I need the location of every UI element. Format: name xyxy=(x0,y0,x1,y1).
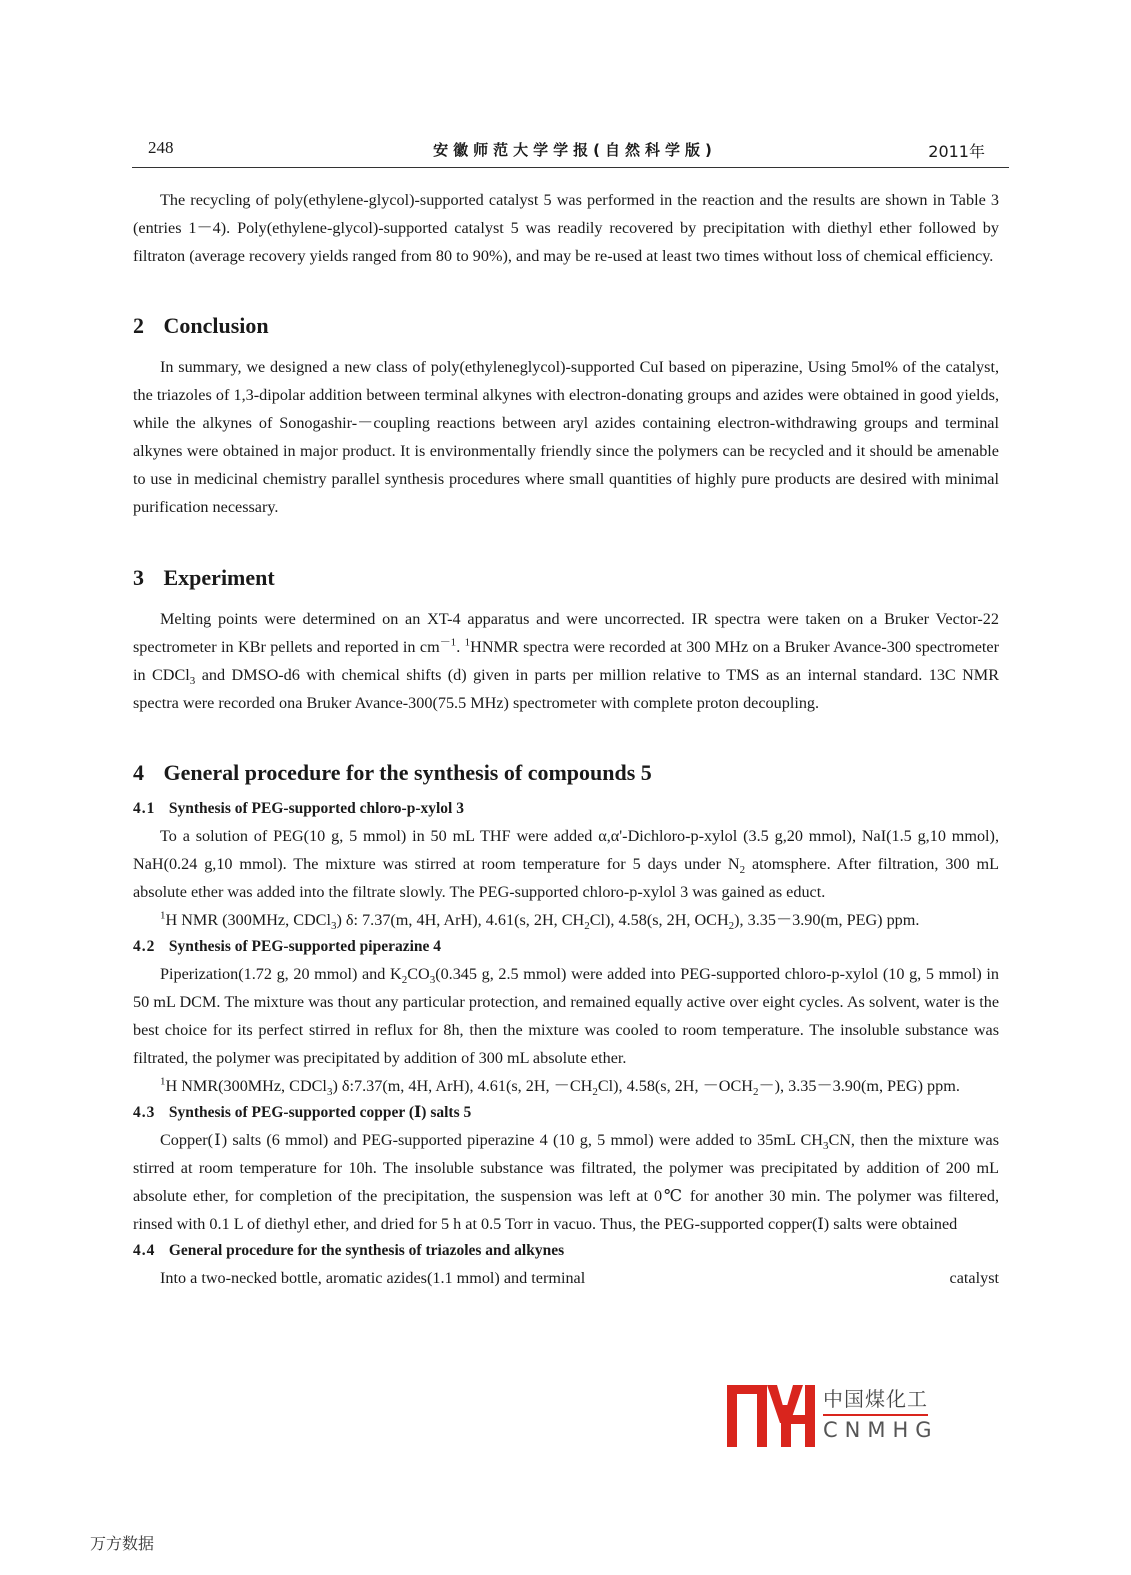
text-run: CN, then the mixture was stirred at room temperature for 10h. The insoluble substance was filtrated, the polymer was precipitated by addition of 200 mL absolute ether, for completion of the precipitation, the suspension was left at 0℃ for another 30 min. The polymer was filtered, rinsed with 0.1 L of diethyl ether, and dried for 5 h at 0.5 Torr in vacuo. Thus, the PEG-supported copper(Ⅰ) salts were obtained xyxy=(133,1131,999,1233)
subscript: 3 xyxy=(326,1086,333,1099)
subscript: 3 xyxy=(189,675,196,688)
section-number: 2 xyxy=(133,313,144,338)
section-heading-conclusion xyxy=(133,311,999,341)
text-run: Melting points were determined on an XT-4 apparatus and were uncorrected. IR spectra were taken on a Bruker Vector-22 spectrometer in KBr pellets and reported in cm xyxy=(133,610,999,656)
text-run: atomsphere. After filtration, 300 mL absolute ether was added into the filtrate slowly. The PEG-supported chloro-p-xylol 3 was gained as educt. xyxy=(133,855,999,901)
section-conclusion xyxy=(133,311,999,521)
watermark-logo xyxy=(727,1385,967,1455)
subsection-number: 4.3 xyxy=(133,1104,156,1121)
section-heading-general-procedure xyxy=(133,758,999,788)
superscript: －1 xyxy=(439,636,457,649)
subsection-number: 4.4 xyxy=(133,1242,156,1259)
footer-source: 万方数据 xyxy=(90,1534,155,1553)
subscript: 2 xyxy=(728,920,735,933)
section-number: 3 xyxy=(133,565,144,590)
text-run: HNMR spectra were recorded at 300 MHz on a Bruker Avance-300 spectrometer in CDCl xyxy=(133,638,999,684)
subsection-4-3-paragraph xyxy=(133,1126,999,1238)
subsection-4-2-nmr xyxy=(133,1072,999,1100)
text-run: and DMSO-d6 with chemical shifts (d) given in parts per million relative to TMS as an internal standard. 13C NMR spectra were recorded ona Bruker Avance-300(75.5 MHz) spectrometer with complete proton decoupling. xyxy=(133,666,1000,712)
subscript: 2 xyxy=(752,1086,759,1099)
subscript: 2 xyxy=(401,974,408,987)
intro-paragraph: The recycling of poly(ethylene-glycol)-supported catalyst 5 was performed in the reaction and the results are shown in Table 3 (entries 1－4). Poly(ethylene-glycol)-supported catalyst 5 was readily recovered by precipitation with diethyl ether followed by filtraton (average recovery yields ranged from 80 to 90%), and may be re-used at least two times without loss of chemical efficiency. xyxy=(133,191,999,265)
journal-year: 2011年 xyxy=(928,142,985,161)
subsection-heading-4-4 xyxy=(133,1238,999,1264)
subsection-4-4-paragraph xyxy=(133,1264,999,1292)
subsection-heading-4-3 xyxy=(133,1100,999,1126)
subsection-title: General procedure for the synthesis of triazoles and alkynes xyxy=(168,1242,565,1259)
subscript: 3 xyxy=(822,1140,829,1153)
text-run: Cl), 4.58(s, 2H, －OCH xyxy=(597,1077,753,1095)
subsection-title: Synthesis of PEG-supported chloro-p-xylol 3 xyxy=(168,800,464,817)
line-tail: catalyst xyxy=(949,1269,999,1287)
text-run: Into a two-necked bottle, aromatic azides(1.1 mmol) and terminal xyxy=(160,1269,586,1287)
section-experiment xyxy=(133,563,999,717)
running-head xyxy=(140,136,1010,166)
text-run: To a solution of PEG(10 g, 5 mmol) in 50 mL THF were added α,α'-Dichloro-p-xylol (3.5 g,20 mmol), NaI(1.5 g,10 mmol), NaH(0.24 g,10 mmol). The mixture was stirred at room temperature for 5 days under N xyxy=(133,827,999,873)
cnmhg-logo-icon xyxy=(727,1385,815,1447)
text-run: ) δ: 7.37(m, 4H, ArH), 4.61(s, 2H, CH xyxy=(336,911,585,929)
watermark-divider xyxy=(823,1414,928,1416)
page-number: 248 xyxy=(148,138,174,157)
section-general-procedure xyxy=(133,758,999,1292)
section-title: Experiment xyxy=(163,565,275,590)
section-title: Conclusion xyxy=(163,313,269,338)
subscript: 3 xyxy=(429,974,436,987)
subsection-title: Synthesis of PEG-supported piperazine 4 xyxy=(168,938,442,955)
subsection-heading-4-2 xyxy=(133,934,999,960)
section-heading-experiment xyxy=(133,563,999,593)
watermark-cn-name: 中国煤化工 xyxy=(823,1387,928,1411)
text-run: Piperization(1.72 g, 20 mmol) and K xyxy=(160,965,402,983)
intro-block xyxy=(133,186,999,270)
text-run: Cl), 4.58(s, 2H, OCH xyxy=(589,911,729,929)
section-number: 4 xyxy=(133,760,144,785)
text-run: (0.345 g, 2.5 mmol) were added into PEG-supported chloro-p-xylol (10 g, 5 mmol) in 50 mL DCM. The mixture was thout any particular protection, and remained equally active over eight cycles. As solvent, water is the best choice for its perfect stirred in reflux for 8h, then the mixture was cooled to room temperature. The insoluble substance was filtrated, the polymer was precipitated by addition of 300 mL absolute ether. xyxy=(133,965,999,1067)
experiment-paragraph xyxy=(133,605,999,717)
subscript: 2 xyxy=(739,864,746,877)
text-run: CO xyxy=(407,965,430,983)
superscript: 1 xyxy=(464,636,471,649)
text-run: . xyxy=(456,638,465,656)
subscript: 2 xyxy=(584,920,590,933)
text-run: ) δ:7.37(m, 4H, ArH), 4.61(s, 2H, －CH xyxy=(332,1077,593,1095)
text-run: －), 3.35－3.90(m, PEG) ppm. xyxy=(758,1077,960,1095)
text-run: H NMR(300MHz, CDCl xyxy=(165,1077,327,1095)
subsection-number: 4.2 xyxy=(133,938,156,955)
superscript: 1 xyxy=(160,909,166,922)
subsection-heading-4-1 xyxy=(133,796,999,822)
text-run: H NMR (300MHz, CDCl xyxy=(165,911,331,929)
subsection-4-1-paragraph xyxy=(133,822,999,906)
conclusion-paragraph: In summary, we designed a new class of poly(ethyleneglycol)-supported CuI based on piperazine, Using 5mol% of the catalyst, the triazoles of 1,3-dipolar addition between terminal alkynes with electron-donating groups and azides were obtained in good yields, while the alkynes of Sonogashir-－coupling reactions between aryl azides containing electron-withdrawing groups and terminal alkynes were obtained in major product. It is environmentally friendly since the polymers can be recycled and it should be amenable to use in medicinal chemistry parallel synthesis procedures where small quantities of highly pure products are desired with minimal purification necessary. xyxy=(133,358,999,516)
header-rule xyxy=(132,167,1009,168)
superscript: 1 xyxy=(160,1075,166,1088)
subscript: 3 xyxy=(330,920,337,933)
watermark-en-name: CNMHG xyxy=(823,1418,939,1442)
text-run: ), 3.35－3.90(m, PEG) ppm. xyxy=(734,911,920,929)
text-run: Copper(Ⅰ) salts (6 mmol) and PEG-supported piperazine 4 (10 g, 5 mmol) were added to 35mL CH xyxy=(160,1131,823,1149)
subsection-4-2-paragraph xyxy=(133,960,999,1072)
subsection-title: Synthesis of PEG-supported copper (Ⅰ) salts 5 xyxy=(168,1104,472,1121)
subsection-4-1-nmr xyxy=(133,906,999,934)
section-title: General procedure for the synthesis of compounds 5 xyxy=(163,760,652,785)
journal-title: 安徽师范大学学报(自然科学版) xyxy=(433,141,717,159)
subsection-number: 4.1 xyxy=(133,800,156,817)
subscript: 2 xyxy=(592,1086,598,1099)
